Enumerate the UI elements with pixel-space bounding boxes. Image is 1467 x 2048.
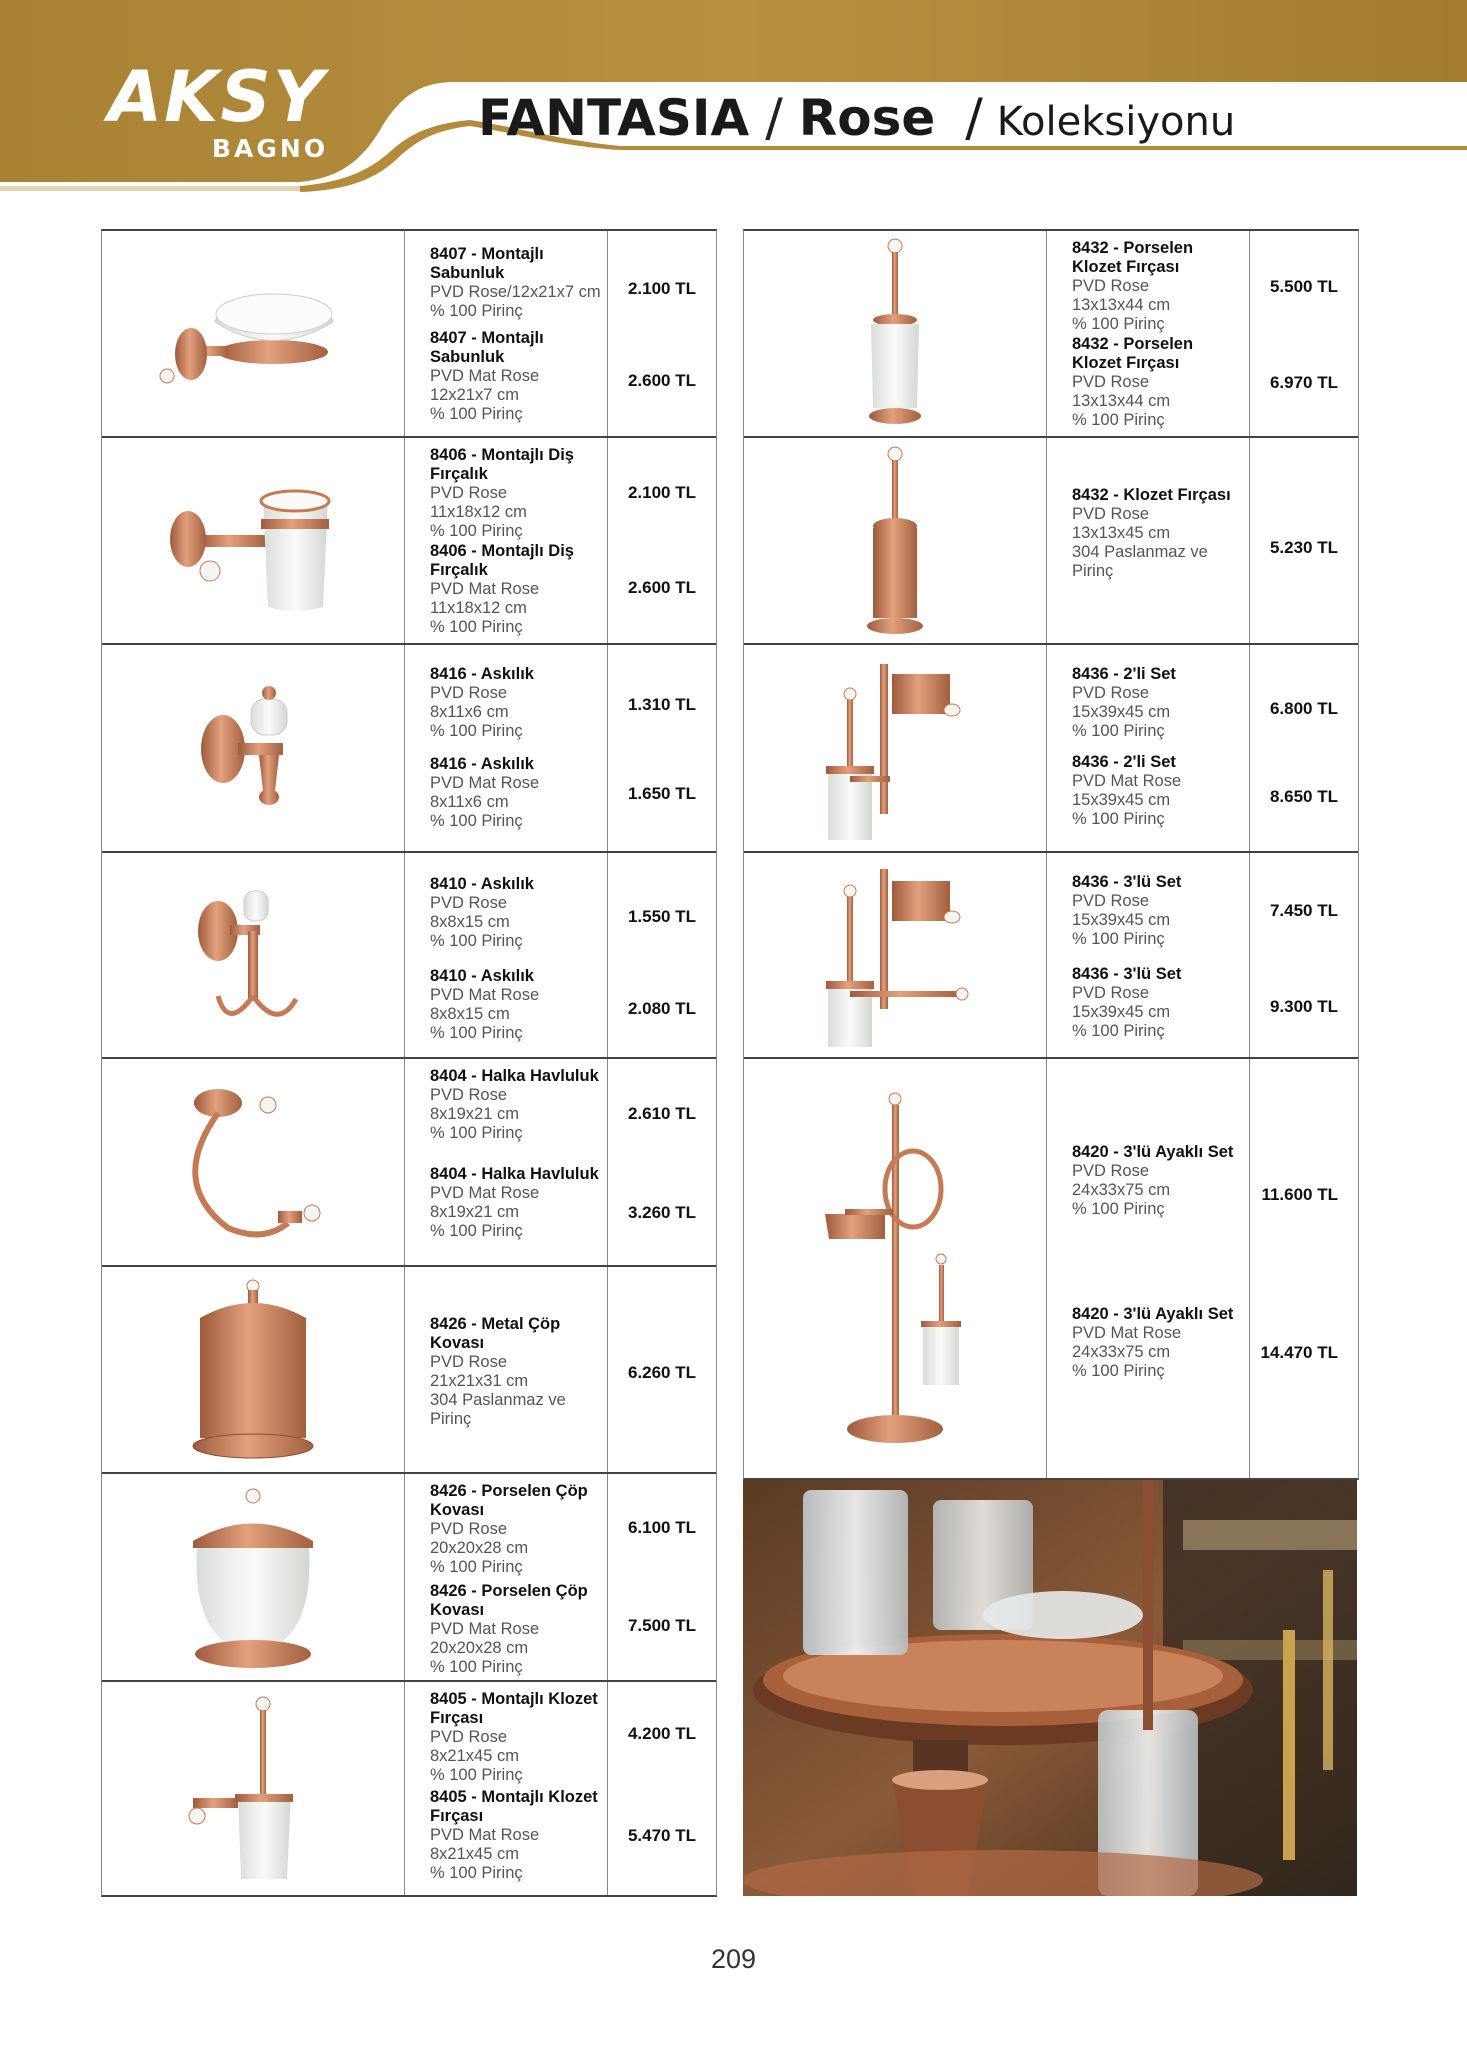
product-variant	[430, 1690, 603, 1785]
product-spec: PVD Rose	[430, 1728, 508, 1746]
product-name: 8426 - Metal Çöp Kovası	[430, 1315, 561, 1352]
product-spec: 8x19x21 cm	[430, 1105, 519, 1123]
standing-set-icon	[815, 1089, 975, 1449]
product-name: 8436 - 3'lü Set	[1072, 965, 1182, 983]
product-spec: 15x39x45 cm	[1072, 911, 1171, 929]
product-spec: % 100 Pirinç	[1072, 1362, 1165, 1380]
product-price-cell	[607, 1059, 716, 1267]
soap-dish-icon	[153, 264, 353, 404]
product-spec: PVD Rose	[1072, 684, 1150, 702]
product-name: 8406 - Montajlı Diş Fırçalık	[430, 542, 574, 579]
product-spec: 15x39x45 cm	[1072, 1003, 1171, 1021]
product-name: 8407 - Montajlı Sabunluk	[430, 245, 544, 282]
product-price: 5.230 TL	[1269, 538, 1338, 557]
product-image-cell	[102, 1267, 405, 1474]
product-spec: % 100 Pirinç	[1072, 315, 1165, 333]
product-variant	[1072, 335, 1245, 430]
product-description-cell	[404, 438, 608, 645]
product-spec: % 100 Pirinç	[430, 722, 523, 740]
product-name: 8436 - 2'li Set	[1072, 665, 1176, 683]
product-row	[102, 1057, 716, 1267]
product-price: 3.260 TL	[627, 1203, 696, 1222]
product-spec: % 100 Pirinç	[430, 522, 523, 540]
product-spec: % 100 Pirinç	[430, 405, 523, 423]
product-spec: % 100 Pirinç	[430, 812, 523, 830]
product-price-cell	[1249, 231, 1358, 436]
product-spec: PVD Mat Rose	[1072, 1324, 1182, 1342]
product-name: 8436 - 2'li Set	[1072, 753, 1176, 771]
product-price: 2.100 TL	[627, 483, 696, 502]
product-price: 6.800 TL	[1269, 699, 1338, 718]
product-price: 11.600 TL	[1261, 1185, 1338, 1204]
product-variant	[430, 542, 603, 637]
product-spec: PVD Mat Rose	[430, 580, 540, 598]
product-price: 5.470 TL	[627, 1826, 696, 1845]
product-spec: 8x8x15 cm	[430, 913, 510, 931]
product-spec: 8x8x15 cm	[430, 1005, 510, 1023]
product-variant	[430, 755, 603, 831]
product-variant	[430, 1482, 603, 1577]
product-spec: % 100 Pirinç	[1072, 411, 1165, 429]
product-variant	[430, 1067, 603, 1143]
product-spec: PVD Rose	[1072, 373, 1150, 391]
product-variant	[430, 446, 603, 541]
logo-main: AKSY	[108, 56, 326, 138]
product-price: 14.470 TL	[1260, 1343, 1338, 1362]
product-description-cell	[404, 1267, 608, 1474]
product-price-cell	[607, 1267, 716, 1474]
product-spec: % 100 Pirinç	[430, 1024, 523, 1042]
product-spec: PVD Mat Rose	[1072, 772, 1182, 790]
product-row	[744, 436, 1358, 645]
product-spec: 304 Paslanmaz ve Pirinç	[1072, 543, 1208, 580]
wall-toilet-brush-icon	[183, 1694, 323, 1884]
product-spec: 24x33x75 cm	[1072, 1181, 1171, 1199]
metal-bin-icon	[188, 1278, 318, 1463]
product-spec: 304 Paslanmaz ve Pirinç	[430, 1391, 566, 1428]
product-price: 9.300 TL	[1269, 997, 1338, 1016]
product-variant	[430, 967, 603, 1043]
toothbrush-holder-icon	[158, 467, 348, 617]
product-price: 2.080 TL	[627, 999, 696, 1018]
product-spec: 13x13x44 cm	[1072, 296, 1171, 314]
product-variant	[1072, 239, 1245, 334]
product-spec: PVD Rose	[1072, 277, 1150, 295]
porcelain-bin-icon	[183, 1486, 323, 1671]
product-spec: PVD Rose/12x21x7 cm	[430, 283, 601, 301]
product-spec: % 100 Pirinç	[430, 1558, 523, 1576]
product-price-cell	[607, 438, 716, 645]
product-image-cell	[102, 853, 405, 1059]
product-name: 8407 - Montajlı Sabunluk	[430, 329, 544, 366]
product-price-cell	[607, 645, 716, 853]
product-spec: 20x20x28 cm	[430, 1639, 529, 1657]
product-name: 8410 - Askılık	[430, 967, 534, 985]
product-spec: % 100 Pirinç	[430, 1222, 523, 1240]
product-price-cell	[607, 1474, 716, 1682]
two-piece-set-icon	[820, 654, 970, 844]
product-spec: PVD Mat Rose	[430, 774, 540, 792]
product-price-cell	[1249, 853, 1358, 1059]
product-variant	[1072, 486, 1245, 581]
product-price: 6.100 TL	[627, 1518, 696, 1537]
product-spec: 15x39x45 cm	[1072, 703, 1171, 721]
product-name: 8416 - Askılık	[430, 665, 534, 683]
product-description-cell	[1046, 645, 1250, 853]
product-image-cell	[102, 438, 405, 645]
product-variant	[430, 1315, 603, 1429]
product-price-cell	[607, 231, 716, 436]
product-variant	[430, 1165, 603, 1241]
product-image-cell	[744, 1059, 1047, 1478]
product-price: 1.650 TL	[627, 784, 696, 803]
product-spec: PVD Mat Rose	[430, 1620, 540, 1638]
product-row	[102, 1265, 716, 1474]
product-price: 2.600 TL	[627, 578, 696, 597]
collection-brand: FANTASIA	[478, 89, 750, 147]
product-name: 8405 - Montajlı Klozet Fırçası	[430, 1788, 598, 1825]
product-variant	[430, 329, 603, 424]
product-price: 8.650 TL	[1269, 787, 1338, 806]
product-description-cell	[1046, 853, 1250, 1059]
product-row	[744, 231, 1358, 436]
title-separator: /	[965, 88, 983, 148]
product-name: 8410 - Askılık	[430, 875, 534, 893]
product-name: 8420 - 3'lü Ayaklı Set	[1072, 1305, 1234, 1323]
product-spec: % 100 Pirinç	[430, 1864, 523, 1882]
product-variant	[1072, 753, 1245, 829]
product-name: 8432 - Porselen Klozet Fırçası	[1072, 335, 1194, 372]
product-variant	[1072, 665, 1245, 741]
product-image-cell	[102, 1682, 405, 1895]
product-spec: PVD Mat Rose	[430, 1184, 540, 1202]
robe-hook-icon	[183, 679, 323, 819]
product-spec: PVD Rose	[430, 684, 508, 702]
product-name: 8432 - Porselen Klozet Fırçası	[1072, 239, 1194, 276]
product-table-left	[101, 229, 717, 1897]
product-name: 8404 - Halka Havluluk	[430, 1165, 599, 1183]
product-image-cell	[102, 645, 405, 853]
product-spec: PVD Rose	[430, 1520, 508, 1538]
product-row	[102, 436, 716, 645]
product-spec: 11x18x12 cm	[430, 599, 527, 617]
product-spec: 8x19x21 cm	[430, 1203, 519, 1221]
product-spec: PVD Rose	[1072, 984, 1150, 1002]
product-spec: 8x21x45 cm	[430, 1747, 519, 1765]
showroom-photo	[743, 1480, 1357, 1896]
product-variant	[430, 875, 603, 951]
product-variant	[1072, 873, 1245, 949]
porcelain-toilet-brush-icon	[855, 236, 935, 431]
product-name: 8420 - 3'lü Ayaklı Set	[1072, 1143, 1234, 1161]
title-separator: /	[765, 88, 783, 148]
product-spec: PVD Mat Rose	[430, 1826, 540, 1844]
product-row	[102, 643, 716, 853]
product-name: 8426 - Porselen Çöp Kovası	[430, 1582, 588, 1619]
product-price-cell	[1249, 645, 1358, 853]
product-spec: PVD Rose	[430, 1086, 508, 1104]
product-row	[102, 231, 716, 436]
product-spec: 20x20x28 cm	[430, 1539, 529, 1557]
product-spec: PVD Rose	[1072, 892, 1150, 910]
product-description-cell	[404, 853, 608, 1059]
product-price: 4.200 TL	[627, 1724, 696, 1743]
product-spec: % 100 Pirinç	[430, 302, 523, 320]
product-price: 2.600 TL	[627, 371, 696, 390]
product-price: 1.310 TL	[627, 695, 696, 714]
product-spec: 12x21x7 cm	[430, 386, 519, 404]
product-price-cell	[1249, 438, 1358, 645]
product-image-cell	[102, 1059, 405, 1267]
product-description-cell	[404, 1059, 608, 1267]
product-name: 8436 - 3'lü Set	[1072, 873, 1182, 891]
product-name: 8416 - Askılık	[430, 755, 534, 773]
product-variant	[1072, 1143, 1245, 1219]
product-price-cell	[607, 853, 716, 1059]
towel-ring-icon	[178, 1083, 328, 1243]
product-spec: 8x11x6 cm	[430, 703, 509, 721]
product-image-cell	[744, 231, 1047, 436]
product-spec: PVD Rose	[430, 1353, 508, 1371]
product-image-cell	[744, 853, 1047, 1059]
double-hook-icon	[188, 881, 318, 1031]
product-price: 1.550 TL	[627, 907, 696, 926]
product-name: 8432 - Klozet Fırçası	[1072, 486, 1231, 504]
product-row	[102, 851, 716, 1059]
product-variant	[430, 665, 603, 741]
product-spec: PVD Rose	[1072, 505, 1150, 523]
product-spec: % 100 Pirinç	[1072, 1200, 1165, 1218]
product-price-cell	[607, 1682, 716, 1895]
product-spec: % 100 Pirinç	[430, 618, 523, 636]
product-variant	[430, 245, 603, 321]
product-spec: % 100 Pirinç	[1072, 1022, 1165, 1040]
product-image-cell	[744, 645, 1047, 853]
product-variant	[430, 1582, 603, 1677]
product-spec: 13x13x44 cm	[1072, 392, 1171, 410]
product-name: 8426 - Porselen Çöp Kovası	[430, 1482, 588, 1519]
product-table-right	[743, 229, 1359, 1480]
product-description-cell	[404, 645, 608, 853]
product-name: 8404 - Halka Havluluk	[430, 1067, 599, 1085]
logo-sub: BAGNO	[212, 134, 329, 163]
product-spec: % 100 Pirinç	[1072, 810, 1165, 828]
product-spec: % 100 Pirinç	[430, 1124, 523, 1142]
product-spec: 11x18x12 cm	[430, 503, 527, 521]
product-spec: 24x33x75 cm	[1072, 1343, 1171, 1361]
product-row	[102, 1680, 716, 1895]
product-spec: 8x11x6 cm	[430, 793, 509, 811]
product-description-cell	[404, 1474, 608, 1682]
product-description-cell	[404, 231, 608, 436]
product-spec: 21x21x31 cm	[430, 1372, 529, 1390]
product-description-cell	[1046, 438, 1250, 645]
product-spec: % 100 Pirinç	[1072, 930, 1165, 948]
product-variant	[1072, 965, 1245, 1041]
product-description-cell	[1046, 1059, 1250, 1478]
product-price: 7.500 TL	[627, 1616, 696, 1635]
product-spec: % 100 Pirinç	[430, 1766, 523, 1784]
product-price: 2.100 TL	[627, 279, 696, 298]
product-spec: % 100 Pirinç	[1072, 722, 1165, 740]
product-price: 7.450 TL	[1269, 901, 1338, 920]
product-spec: 15x39x45 cm	[1072, 791, 1171, 809]
product-spec: PVD Rose	[430, 484, 508, 502]
product-price: 6.970 TL	[1269, 373, 1338, 392]
product-description-cell	[1046, 231, 1250, 436]
product-row	[744, 643, 1358, 853]
product-spec: PVD Rose	[430, 894, 508, 912]
product-image-cell	[102, 1474, 405, 1682]
product-spec: PVD Mat Rose	[430, 367, 540, 385]
product-price-cell	[1249, 1059, 1358, 1478]
product-row	[744, 1057, 1358, 1478]
product-spec: 13x13x45 cm	[1072, 524, 1171, 542]
product-row	[102, 1472, 716, 1682]
product-image-cell	[744, 438, 1047, 645]
product-spec: % 100 Pirinç	[430, 1658, 523, 1676]
product-spec: PVD Rose	[1072, 1162, 1150, 1180]
page-number: 209	[710, 1944, 757, 1974]
page-title	[478, 88, 1235, 148]
product-name: 8406 - Montajlı Diş Fırçalık	[430, 446, 574, 483]
product-variant	[1072, 1305, 1245, 1381]
collection-suffix: Koleksiyonu	[996, 99, 1236, 145]
product-variant	[430, 1788, 603, 1883]
product-name: 8405 - Montajlı Klozet Fırçası	[430, 1690, 598, 1727]
product-row	[744, 851, 1358, 1059]
toilet-brush-icon	[855, 444, 935, 639]
product-spec: % 100 Pirinç	[430, 932, 523, 950]
product-image-cell	[102, 231, 405, 436]
product-price: 2.610 TL	[627, 1104, 696, 1123]
product-spec: 8x21x45 cm	[430, 1845, 519, 1863]
product-description-cell	[404, 1682, 608, 1895]
product-spec: PVD Mat Rose	[430, 986, 540, 1004]
product-price: 5.500 TL	[1269, 277, 1338, 296]
three-piece-set-icon	[820, 861, 970, 1051]
collection-finish: Rose	[798, 89, 936, 147]
product-price: 6.260 TL	[627, 1363, 696, 1382]
